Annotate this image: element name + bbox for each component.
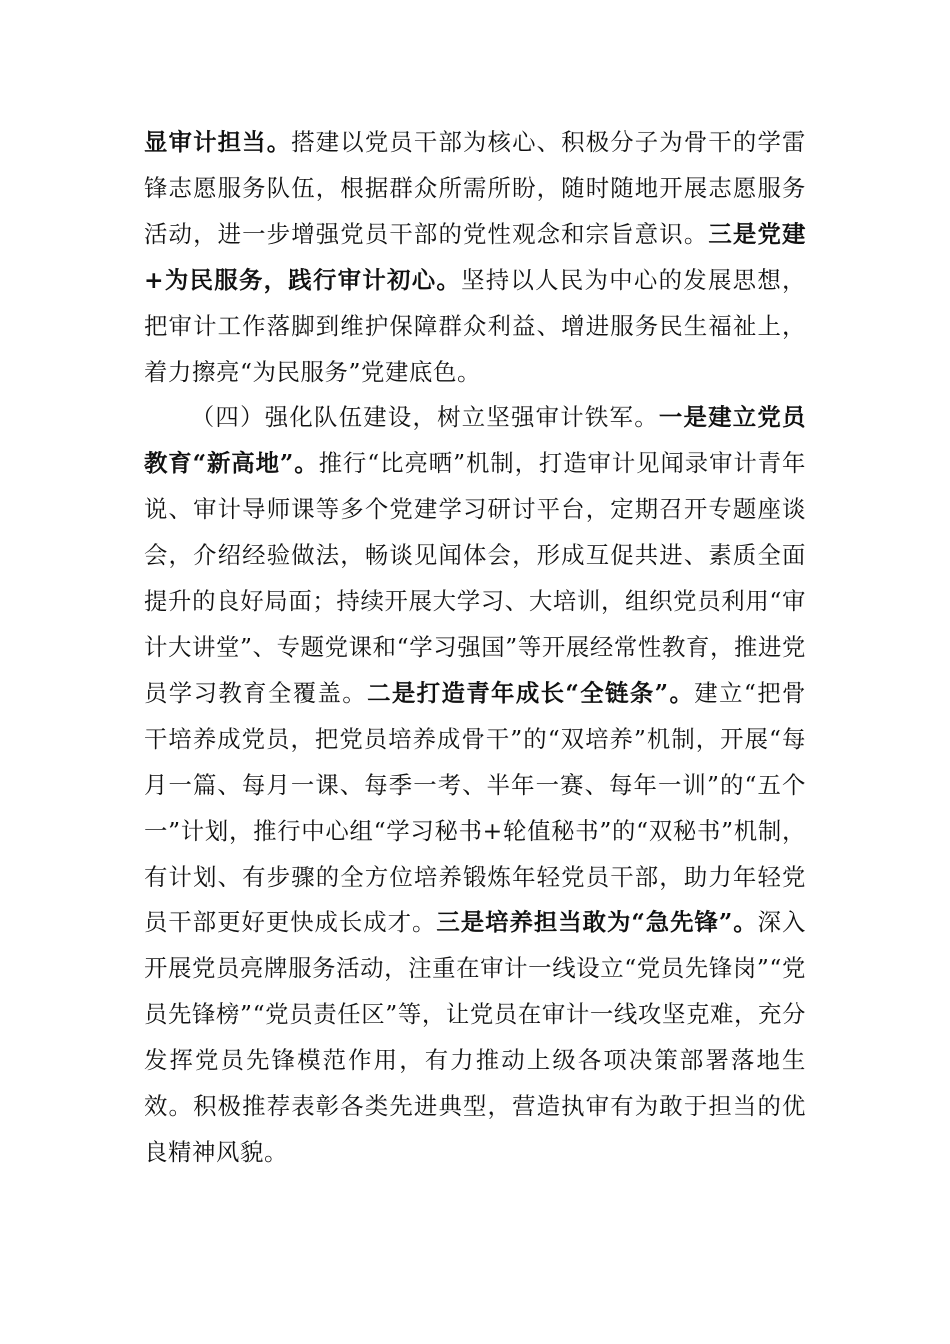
bold-phrase: 二是打造青年成长“全链条”。 (367, 678, 695, 707)
body-text: 深入开展党员亮牌服务活动，注重在审计一线设立“党员先锋岗”“党员先锋榜”“党员责任区”等，让党员在审计一线攻坚克难，充分发挥党员先锋模范作用，有力推动上级各项决策部署落地生效。积极推荐表彰各类先进典型，营造执审有为敢于担当的优良精神风貌。 (144, 908, 806, 1166)
bold-phrase: 显审计担当。 (144, 128, 292, 156)
paragraph-team-building (144, 395, 806, 1175)
section-heading: （四）强化队伍建设，树立坚强审计铁军。 (190, 403, 659, 432)
body-text: 搭建以党员干部为核心、积极分子为骨干的学雷锋志愿服务队伍，根据群众所需所盼，随时随地开展志愿服务活动，进一步增强党员干部的党性观念和宗旨意识。 (144, 128, 806, 248)
bold-phrase: 三是党建+为民服务，践行审计初心。 (144, 219, 806, 294)
body-text: 建立“把骨干培养成党员，把党员培养成骨干”的“双培养”机制，开展“每月一篇、每月一课、每季一考、半年一赛、每年一训”的“五个一”计划，推行中心组“学习秘书+轮值秘书”的“双秘书”机制，有计划、有步骤的全方位培养锻炼年轻党员干部，助力年轻党员干部更好更快成长成才。 (144, 678, 806, 937)
document-body (144, 120, 806, 1176)
bold-phrase: 三是培养担当敢为“急先锋”。 (436, 908, 758, 937)
body-text: 坚持以人民为中心的发展思想，把审计工作落脚到维护保障群众利益、增进服务民生福祉上，着力擦亮“为民服务”党建底色。 (144, 265, 806, 386)
paragraph-volunteer-service (144, 120, 806, 395)
body-text: 推行“比亮晒”机制，打造审计见闻录审计青年说、审计导师课等多个党建学习研讨平台，定期召开专题座谈会，介绍经验做法，畅谈见闻体会，形成互促共进、素质全面提升的良好局面；持续开展大学习、大培训，组织党员利用“审计大讲堂”、专题党课和“学习强国”等开展经常性教育，推进党员学习教育全覆盖。 (144, 449, 806, 707)
bold-phrase: 一是建立党员教育“新高地”。 (144, 403, 806, 478)
